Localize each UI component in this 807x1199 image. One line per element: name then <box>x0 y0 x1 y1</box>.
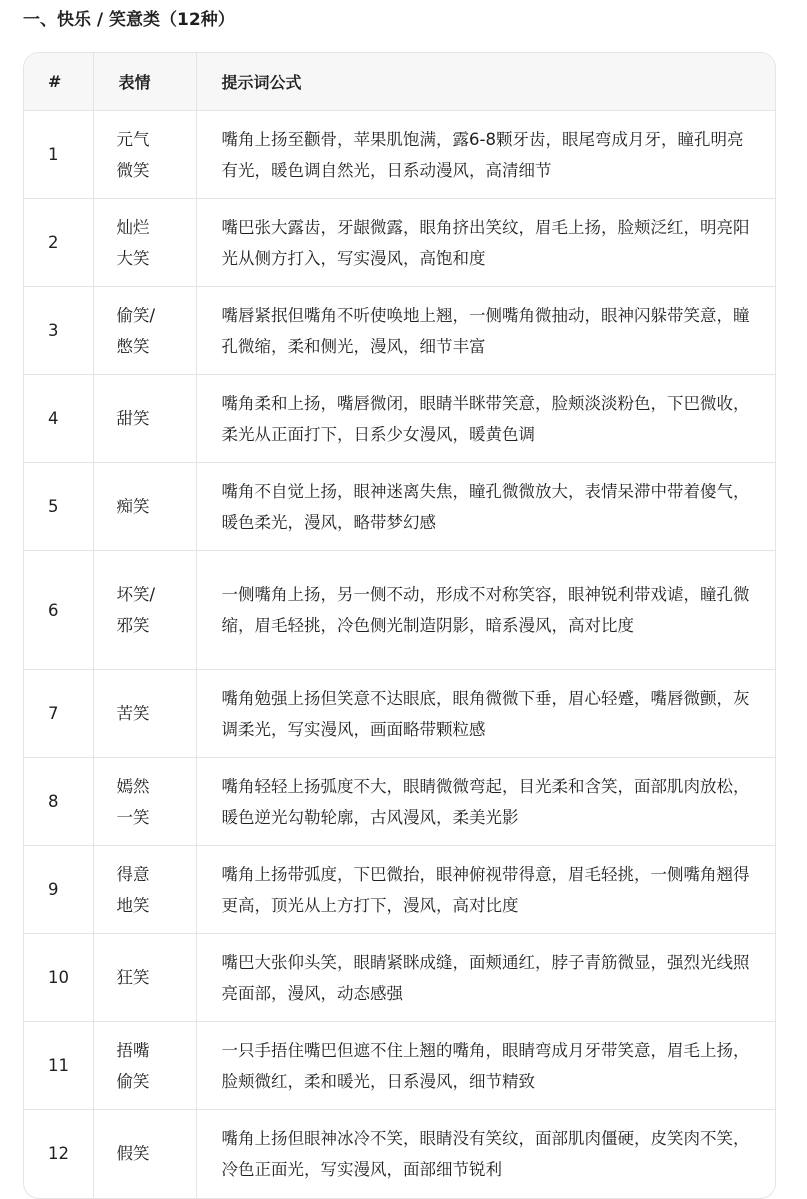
row-prompt: 嘴角上扬至颧骨，苹果肌饱满，露6-8颗牙齿，眼尾弯成月牙，瞳孔明亮有光，暖色调自然光，日系动漫风，高清细节 <box>196 111 775 199</box>
header-row <box>24 53 775 111</box>
row-prompt: 嘴巴大张仰头笑，眼睛紧眯成缝，面颊通红，脖子青筋微显，强烈光线照亮面部，漫风，动态感强 <box>196 934 775 1022</box>
expression-line: 甜笑 <box>116 409 150 428</box>
row-number: 10 <box>24 934 93 1022</box>
expression-line: 假笑 <box>116 1144 150 1164</box>
table-row <box>24 934 775 1022</box>
row-number: 3 <box>24 287 93 375</box>
row-prompt: 嘴角上扬但眼神冰冷不笑，眼睛没有笑纹，面部肌肉僵硬，皮笑肉不笑，冷色正面光，写实漫风，面部细节锐利 <box>196 1110 775 1198</box>
table-row <box>24 375 775 463</box>
expression-line: 地笑 <box>116 895 150 915</box>
expression-line: 苦笑 <box>116 704 150 723</box>
row-prompt: 嘴角轻轻上扬弧度不大，眼睛微微弯起，目光柔和含笑，面部肌肉放松，暖色逆光勾勒轮廓，古风漫风，柔美光影 <box>196 758 775 846</box>
row-prompt: 嘴角不自觉上扬，眼神迷离失焦，瞳孔微微放大，表情呆滞中带着傻气，暖色柔光，漫风，略带梦幻感 <box>196 463 775 551</box>
row-number: 7 <box>24 670 93 758</box>
table-row <box>24 758 775 846</box>
expression-line: 微笑 <box>116 160 150 180</box>
section-title: 一、快乐 / 笑意类（12种） <box>23 10 235 30</box>
row-prompt: 嘴唇紧抿但嘴角不听使唤地上翘，一侧嘴角微抽动，眼神闪躲带笑意，瞳孔微缩，柔和侧光，漫风，细节丰富 <box>196 287 775 375</box>
table-row <box>24 287 775 375</box>
table-row <box>24 670 775 758</box>
expression-line: 灿烂 <box>116 217 150 237</box>
row-prompt: 一侧嘴角上扬，另一侧不动，形成不对称笑容，眼神锐利带戏谑，瞳孔微缩，眉毛轻挑，冷色侧光制造阴影，暗系漫风，高对比度 <box>196 551 775 670</box>
row-number: 4 <box>24 375 93 463</box>
row-expression <box>93 1110 196 1198</box>
row-number: 1 <box>48 145 59 164</box>
table-header <box>24 53 775 111</box>
table-row <box>24 551 775 670</box>
row-prompt: 嘴巴张大露齿，牙龈微露，眼角挤出笑纹，眉毛上扬，脸颊泛红，明亮阳光从侧方打入，写实漫风，高饱和度 <box>196 199 775 287</box>
expression-line: 憋笑 <box>116 336 150 356</box>
row-expression <box>93 670 196 758</box>
row-prompt: 嘴角上扬带弧度，下巴微抬，眼神俯视带得意，眉毛轻挑，一侧嘴角翘得更高，顶光从上方打下，漫风，高对比度 <box>196 846 775 934</box>
row-expression <box>93 551 196 670</box>
expression-line: 偷笑 <box>116 1071 150 1091</box>
table-row <box>24 1110 775 1198</box>
table-row <box>24 111 775 199</box>
row-number: 9 <box>24 846 93 934</box>
expression-line: 坏笑/ <box>116 585 156 604</box>
expression-line: 一笑 <box>116 807 150 827</box>
row-expression <box>93 375 196 463</box>
row-number: 5 <box>24 463 93 551</box>
expression-line: 大笑 <box>116 248 150 268</box>
expression-line: 元气 <box>116 129 150 149</box>
expression-table <box>23 52 776 1199</box>
row-expression <box>93 934 196 1022</box>
expression-line: 捂嘴 <box>116 1040 150 1060</box>
row-expression <box>93 1022 196 1110</box>
expression-line: 狂笑 <box>116 968 150 987</box>
expression-line: 偷笑/ <box>116 305 156 325</box>
row-expression <box>93 287 196 375</box>
row-expression <box>93 111 196 199</box>
row-prompt: 嘴角柔和上扬，嘴唇微闭，眼睛半眯带笑意，脸颊淡淡粉色，下巴微收，柔光从正面打下，日系少女漫风，暖黄色调 <box>196 375 775 463</box>
expression-line: 邪笑 <box>116 616 150 635</box>
table-row <box>24 846 775 934</box>
row-number: 2 <box>24 199 93 287</box>
header-num: # <box>24 53 93 111</box>
expression-line: 嫣然 <box>116 776 150 796</box>
row-expression <box>93 758 196 846</box>
row-expression <box>93 846 196 934</box>
table-row <box>24 1022 775 1110</box>
table-body <box>24 111 775 1198</box>
expression-line: 痴笑 <box>116 497 150 516</box>
table-row <box>24 199 775 287</box>
row-prompt: 一只手捂住嘴巴但遮不住上翘的嘴角，眼睛弯成月牙带笑意，眉毛上扬，脸颊微红，柔和暖光，日系漫风，细节精致 <box>196 1022 775 1110</box>
row-number: 12 <box>24 1110 93 1198</box>
expression-line: 得意 <box>116 864 150 884</box>
row-number: 11 <box>24 1022 93 1110</box>
row-number: 8 <box>24 758 93 846</box>
row-prompt: 嘴角勉强上扬但笑意不达眼底，眼角微微下垂，眉心轻蹙，嘴唇微颤，灰调柔光，写实漫风，画面略带颗粒感 <box>196 670 775 758</box>
header-prompt: 提示词公式 <box>196 53 775 111</box>
row-expression <box>93 199 196 287</box>
table-row <box>24 463 775 551</box>
row-number: 6 <box>24 551 93 670</box>
row-expression <box>93 463 196 551</box>
table <box>24 53 775 1198</box>
header-expression: 表情 <box>93 53 196 111</box>
